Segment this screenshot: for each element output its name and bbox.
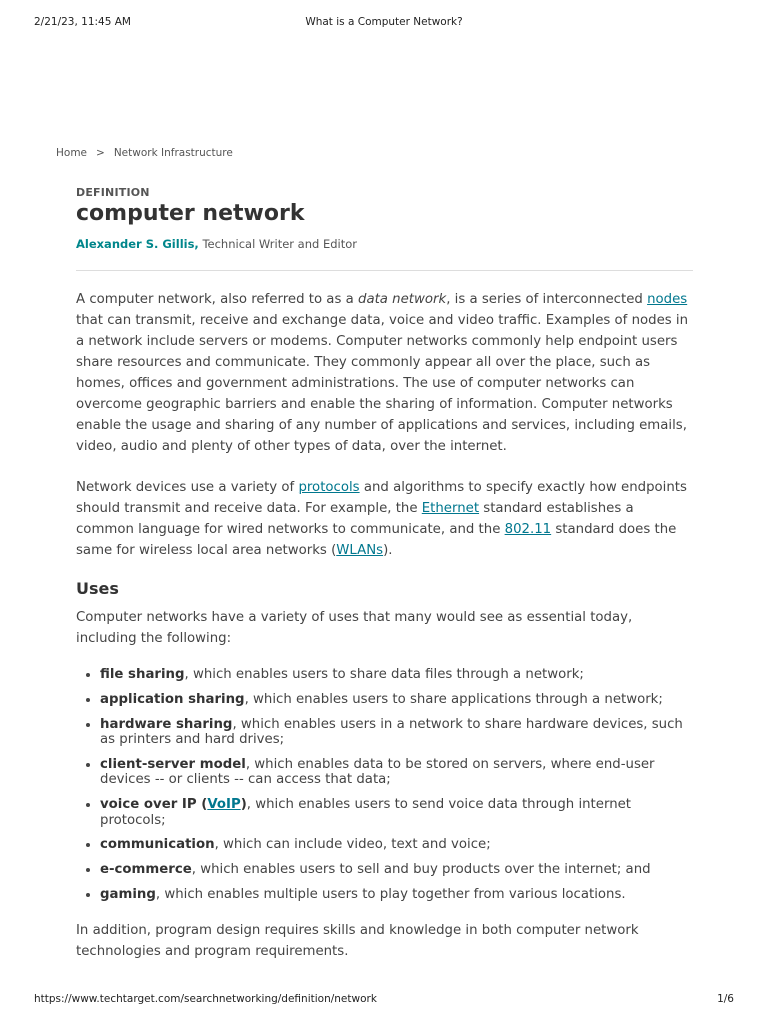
devices-paragraph — [76, 477, 693, 561]
list-item-term: client-server model — [100, 756, 246, 772]
list-item-term: file sharing — [100, 667, 185, 682]
intro-paragraph — [76, 289, 693, 457]
emphasis-data-network: data network — [358, 292, 447, 307]
closing-paragraph: In addition, program design requires skills and knowledge in both computer network technologies and program requirements. — [76, 922, 639, 959]
protocols-link[interactable]: protocols — [298, 480, 360, 495]
list-item — [100, 862, 693, 878]
divider — [76, 270, 693, 271]
ethernet-link[interactable]: Ethernet — [421, 501, 480, 516]
list-item — [100, 837, 693, 853]
list-item-term: e-commerce — [100, 862, 192, 878]
uses-heading: Uses — [76, 579, 119, 598]
list-item-term: gaming — [100, 887, 156, 903]
list-item-term: application sharing — [100, 691, 245, 707]
list-item-desc: , which enables multiple users to play together from various locations. — [155, 887, 626, 903]
author-link[interactable]: Alexander S. Gillis, — [76, 237, 199, 251]
definition-label: DEFINITION — [76, 186, 150, 199]
list-item-desc: , which enables data to be stored on servers, where end-user devices -- or clients -- can access that data; — [100, 756, 655, 788]
list-item — [100, 757, 693, 788]
list-item — [100, 717, 693, 748]
list-item-term: hardware sharing — [100, 716, 233, 732]
list-item-desc: , which enables users to share data files through a network; — [184, 667, 584, 682]
list-item-desc: , which enables users to share applications through a network; — [244, 691, 663, 707]
text: standard does the same for wireless local area networks ( — [76, 522, 677, 558]
list-item-desc: , which enables users to sell and buy products over the internet; and — [191, 862, 651, 878]
list-item-term: voice over IP ( — [100, 797, 208, 813]
print-page-title: What is a Computer Network? — [305, 16, 463, 28]
list-item-desc: , which enables users to send voice data through internet protocols; — [100, 797, 632, 828]
text: Network devices use a variety of — [76, 480, 299, 495]
list-item — [100, 667, 693, 683]
list-item — [100, 692, 693, 708]
print-header — [34, 16, 734, 30]
nodes-link[interactable]: nodes — [647, 292, 688, 307]
breadcrumb-network-infrastructure-link[interactable]: Network Infrastructure — [113, 147, 233, 159]
author-role: Technical Writer and Editor — [198, 237, 357, 251]
list-item-desc: , which enables users in a network to share hardware devices, such as printers and hard drives; — [100, 716, 683, 748]
print-footer — [34, 993, 734, 1007]
page-number: 1/6 — [717, 993, 734, 1005]
text: and algorithms to specify exactly how endpoints should transmit and receive data. For example, the — [76, 480, 687, 516]
article — [76, 186, 693, 982]
wlans-link[interactable]: WLANs — [336, 543, 384, 558]
list-item-desc: , which can include video, text and voice; — [214, 837, 491, 853]
text: standard establishes a common language for wired networks to communicate, and the — [76, 501, 634, 537]
text: , is a series of interconnected — [446, 292, 648, 307]
text: that can transmit, receive and exchange data, voice and video traffic. Examples of nodes in a network include servers or modems. Computer networks commonly help endpoint users share resources and communicate. They commonly appear all over the place, such as homes, offices and government administrations. The use of computer networks can overcome geographic barriers and enable the sharing of information. Computer networks enable the usage and sharing of any number of applications and services, including emails, video, audio and plenty of other types of data, over the internet. — [76, 313, 689, 454]
text: ). — [383, 543, 393, 558]
voip-link[interactable]: VoIP — [207, 797, 241, 813]
80211-link[interactable]: 802.11 — [504, 522, 552, 537]
breadcrumb-home-link[interactable]: Home — [56, 147, 88, 159]
uses-intro: Computer networks have a variety of uses that many would see as essential today, including the following: — [76, 610, 633, 646]
list-item-term: communication — [100, 837, 215, 853]
list-item-term-end: ) — [240, 797, 247, 813]
breadcrumb — [56, 147, 233, 159]
byline — [76, 237, 693, 251]
list-item — [100, 887, 693, 903]
breadcrumb-separator: > — [96, 147, 105, 159]
print-url: https://www.techtarget.com/searchnetworking/definition/network — [34, 993, 377, 1005]
list-item — [100, 797, 693, 828]
text: A computer network, also referred to as a — [76, 292, 358, 307]
print-datetime: 2/21/23, 11:45 AM — [34, 16, 131, 28]
uses-list — [76, 667, 693, 903]
article-title: computer network — [76, 201, 305, 226]
